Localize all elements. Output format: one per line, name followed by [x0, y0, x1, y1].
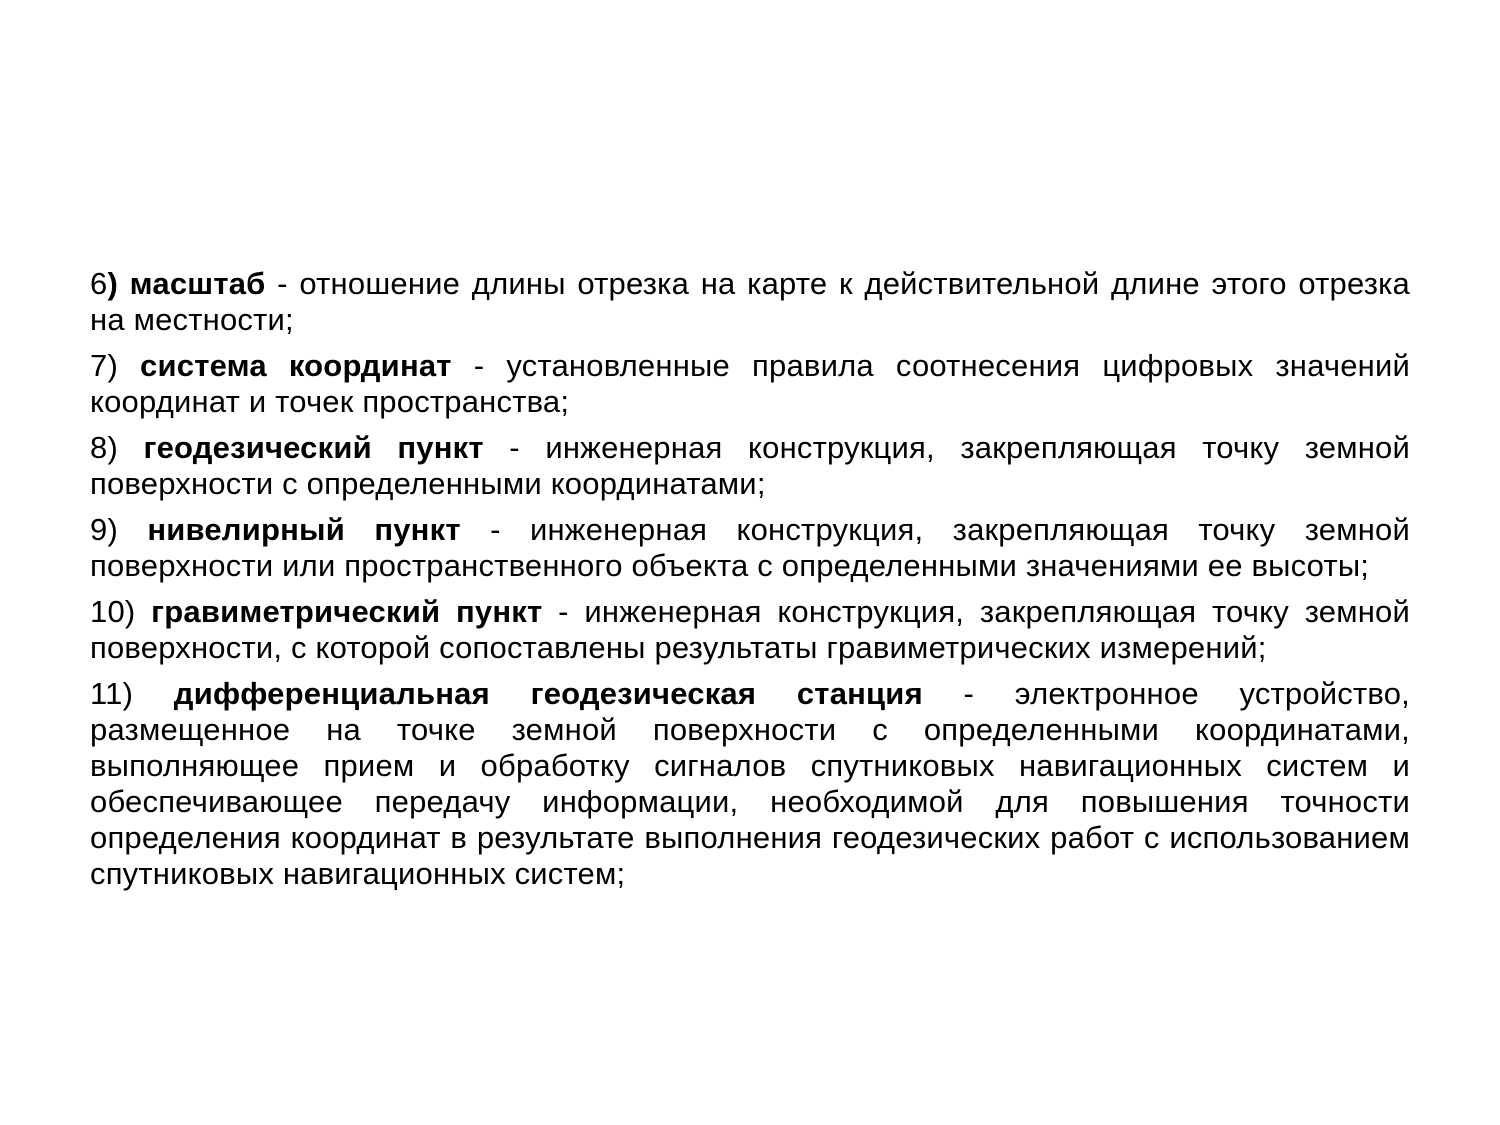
item-number: 7) [90, 348, 118, 383]
item-number: 9) [90, 512, 118, 547]
definition-item [90, 348, 1410, 420]
item-number: 11) [90, 676, 134, 711]
definition-term: гравиметрический пункт [135, 594, 543, 629]
definitions-list [90, 266, 1410, 902]
item-number: 8) [90, 430, 118, 465]
definition-item [90, 512, 1410, 584]
definition-text: - инженерная конструкция, закрепляющая точку земной поверхности с определенными координатами; [90, 430, 1410, 501]
item-paren: ) [107, 266, 118, 301]
definition-item [90, 266, 1410, 338]
definition-item [90, 676, 1410, 892]
item-number: 6 [90, 266, 108, 301]
definition-text: - инженерная конструкция, закрепляющая точку земной поверхности, с которой сопоставлены результаты гравиметрических измерений; [90, 594, 1410, 665]
definition-text: - установленные правила соотнесения цифровых значений координат и точек пространства; [90, 348, 1410, 419]
definition-term: масштаб [117, 266, 266, 301]
definition-item [90, 594, 1410, 666]
definition-term: геодезический пункт [117, 430, 484, 465]
definition-text: - инженерная конструкция, закрепляющая точку земной поверхности или пространственного объекта с определенными значениями ее высоты; [90, 512, 1410, 583]
definition-text: - электронное устройство, размещенное на точке земной поверхности с определенными координатами, выполняющее прием и обработку сигналов спутниковых навигационных систем и обеспечивающее передачу информации, необходимой для повышения точности определения координат в результате выполнения геодезических работ с использованием спутниковых навигационных систем; [90, 676, 1410, 891]
definition-term: нивелирный пункт [117, 512, 461, 547]
definition-text: - отношение длины отрезка на карте к действительной длине этого отрезка на местности; [90, 266, 1410, 337]
definition-term: система координат [117, 348, 452, 383]
item-number: 10) [90, 594, 136, 629]
definition-term: дифференциальная геодезическая станция [133, 676, 923, 711]
definition-item [90, 430, 1410, 502]
